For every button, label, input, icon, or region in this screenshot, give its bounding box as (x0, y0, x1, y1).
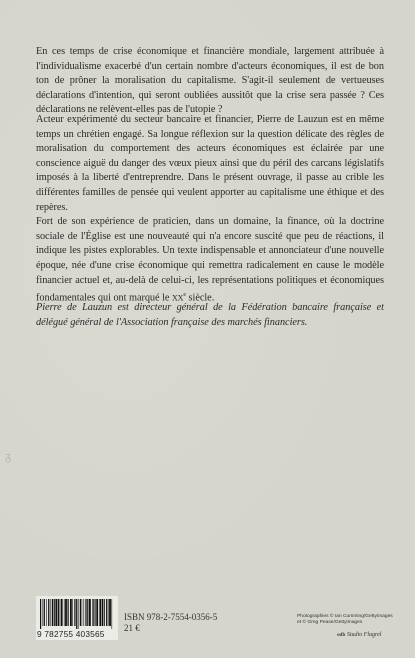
barcode-bar (82, 599, 83, 626)
conclusion-end: siècle. (186, 292, 215, 304)
barcode-bar (92, 599, 93, 626)
century-superscript: e (183, 292, 187, 299)
barcode-bar (78, 599, 79, 629)
barcode-bar (80, 599, 81, 626)
barcode-bar (64, 599, 65, 626)
barcode-bars (40, 599, 114, 629)
barcode-bar (52, 599, 53, 626)
barcode-bar (72, 599, 73, 626)
barcode-bar (89, 599, 91, 626)
barcode-bar (87, 599, 88, 626)
barcode-bar (50, 599, 51, 626)
barcode-bar (93, 599, 94, 626)
photo-credit-line-2: et © Greg Pease/Gettyimages (297, 620, 363, 626)
barcode (36, 596, 118, 640)
barcode-bar (95, 599, 96, 626)
barcode-bar (54, 599, 55, 626)
barcode-bar (102, 599, 103, 626)
barcode-bar (84, 599, 85, 626)
studio-logo: ssfb (337, 633, 346, 638)
barcode-bar (43, 599, 44, 626)
barcode-bar (99, 599, 101, 626)
isbn-price-block (124, 612, 217, 634)
barcode-bar (109, 599, 111, 626)
barcode-bar (61, 599, 63, 626)
barcode-bar (112, 599, 113, 629)
barcode-bar (65, 599, 67, 626)
barcode-bar (60, 599, 61, 626)
barcode-bar (44, 599, 45, 626)
barcode-bar (106, 599, 107, 626)
cover-smudge-mark: ᵹ (5, 450, 12, 463)
barcode-bar (55, 599, 57, 626)
barcode-number: 9 782755 403565 (37, 629, 105, 639)
price-text: 21 € (124, 623, 140, 633)
barcode-bar (48, 599, 49, 626)
barcode-bar (68, 599, 69, 626)
conclusion-text: Fort de son expérience de praticien, dans un domaine, la finance, où la doctrine sociale de l'Église est une nouveauté qui n'a encore suscité que peu de réactions, il indique les pistes explorables. Un texte indispensable et annonciateur d'une nouvelle époque, née d'une crise économique qui remettra radicalement en cause le modèle financier actuel et, au-delà de celui-ci, les représentations politiques et économiques fondamentales qui ont marqué le (36, 216, 384, 304)
description-paragraph-block (36, 113, 384, 306)
studio-credit (337, 632, 381, 638)
author-bio: Pierre de Lauzun est directeur général de la Fédération bancaire française et délégué général de l'Association française des marchés financiers. (36, 302, 384, 328)
barcode-bar (40, 599, 41, 629)
intro-paragraph-block (36, 45, 384, 118)
studio-name: Studio Flagrel (346, 632, 382, 638)
barcode-bar (96, 599, 98, 626)
barcode-bar (58, 599, 59, 626)
barcode-bar (70, 599, 72, 626)
photo-credit-line-1: Photographies © Ian Cumming/Gettyimages (297, 614, 393, 619)
century-numeral: XX (171, 293, 184, 303)
barcode-bar (85, 599, 86, 626)
conclusion-paragraph (36, 215, 384, 306)
description-paragraph: Acteur expérimenté du secteur bancaire et financier, Pierre de Lauzun est en même temps un chrétien engagé. Sa longue réflexion sur la question délicate des règles de moralisation du comportement des acteurs économiques est éclairée par une conscience aiguë du danger des vœux pieux ainsi que du péril des carcans législatifs imposés à la liberté d'entreprendre. Dans le présent ouvrage, il passe au crible les différentes familles de pensée qui veulent apporter au capitalisme une éthique et des repères. (36, 114, 384, 213)
barcode-bar (74, 599, 75, 626)
barcode-bar (76, 599, 77, 629)
intro-paragraph: En ces temps de crise économique et financière mondiale, largement attribuée à l'individualisme exacerbé d'un certain nombre d'acteurs économiques, il est de bon ton de prôner la moralisation du capitalisme. S'agit-il seulement de vertueuses déclarations d'intention, qui seront oubliées aussitôt que la crise sera passée ? Ces déclarations ne relèvent-elles pas de l'utopie ? (36, 46, 384, 116)
barcode-bar (108, 599, 109, 626)
author-bio-block (36, 301, 384, 330)
photo-credits (297, 614, 409, 627)
barcode-bar (104, 599, 105, 626)
isbn-text: ISBN 978-2-7554-0356-5 (124, 612, 218, 622)
barcode-bar (46, 599, 47, 626)
